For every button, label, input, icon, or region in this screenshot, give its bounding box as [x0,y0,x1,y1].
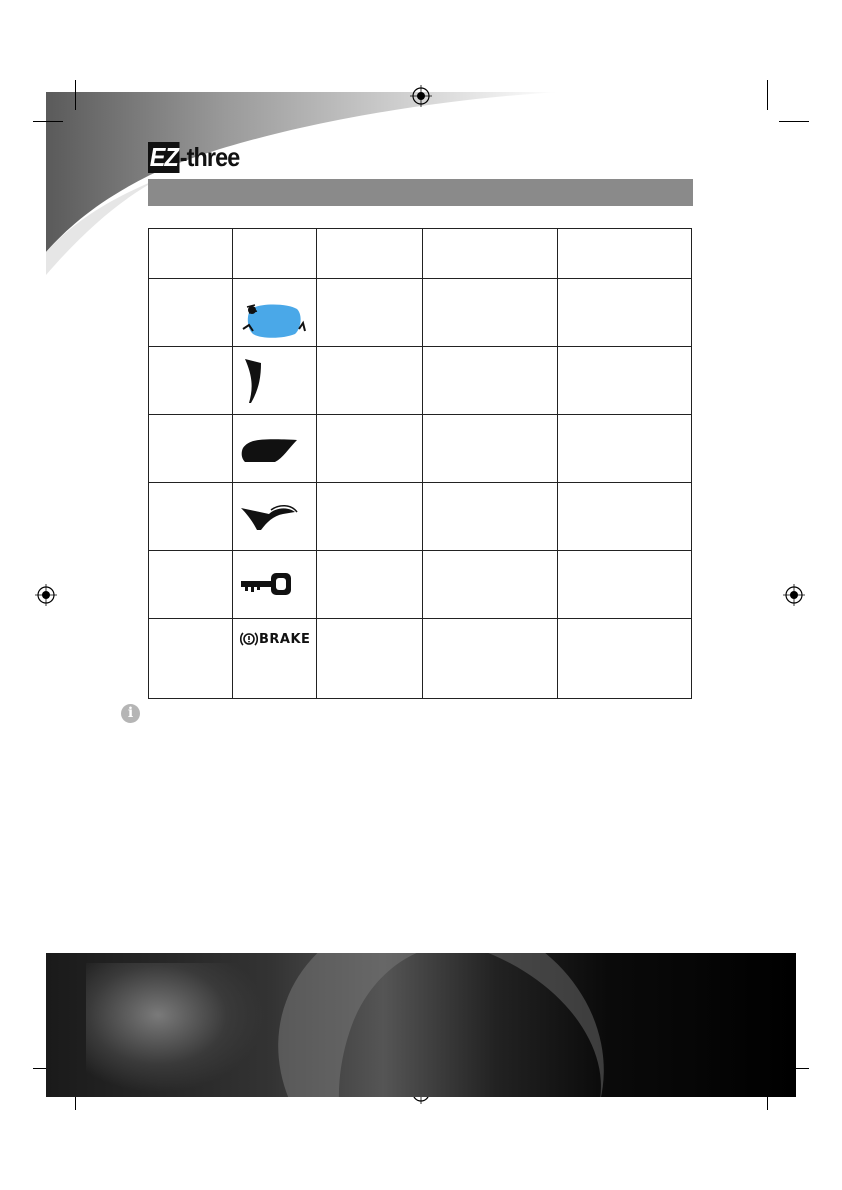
brake-warning-icon [239,631,316,647]
brake-label: BRAKE [259,631,311,647]
table-cell [558,347,692,415]
crop-mark [779,121,809,122]
hood-open-icon [239,432,301,466]
door-open-icon [239,357,269,405]
footer-banner-image [46,953,796,1097]
table-header-cell [317,229,423,279]
table-cell [423,619,558,699]
brand-logo [148,142,239,173]
table-cell [317,415,423,483]
table-row [149,279,692,347]
table-row [149,415,692,483]
table-cell [558,619,692,699]
table-cell [558,415,692,483]
table-cell [317,551,423,619]
crop-mark [33,121,63,122]
logo-suffix: -three [179,142,240,172]
section-header-bar [148,179,693,206]
leopard-illustration [86,963,266,1093]
icon-cell [233,551,317,619]
icon-cell [233,483,317,551]
table-header-cell [233,229,317,279]
registration-mark-icon [35,584,57,606]
table-cell [423,415,558,483]
table-row [149,551,692,619]
table-cell [149,619,233,699]
logo-prefix: EZ [149,142,178,172]
table-cell [149,279,233,347]
info-icon: i [121,704,140,723]
table-cell [423,347,558,415]
brake-circle-icon [239,631,259,647]
table-cell [558,551,692,619]
table-cell [149,551,233,619]
icon-cell [233,415,317,483]
icon-cell [233,347,317,415]
table-header-cell [558,229,692,279]
table-cell [149,483,233,551]
table-cell [558,483,692,551]
trunk-open-icon [239,500,301,534]
table-cell [558,279,692,347]
water-temperature-warning-icon [239,301,309,341]
table-row [149,619,692,699]
table-header-row [149,229,692,279]
table-cell [149,347,233,415]
road-illustration [236,953,645,1097]
crop-mark [75,80,76,110]
registration-mark-icon [410,85,432,107]
table-cell [149,415,233,483]
table-row [149,347,692,415]
icon-cell [233,279,317,347]
table-cell [317,619,423,699]
table-cell [423,483,558,551]
table-cell [317,279,423,347]
table-header-cell [423,229,558,279]
table-row [149,483,692,551]
registration-mark-icon [783,584,805,606]
table-cell [423,551,558,619]
table-cell [423,279,558,347]
indicator-table [148,228,692,699]
key-icon [239,570,295,600]
icon-cell [233,619,317,699]
table-cell [317,347,423,415]
crop-mark [767,80,768,110]
table-cell [317,483,423,551]
table-header-cell [149,229,233,279]
